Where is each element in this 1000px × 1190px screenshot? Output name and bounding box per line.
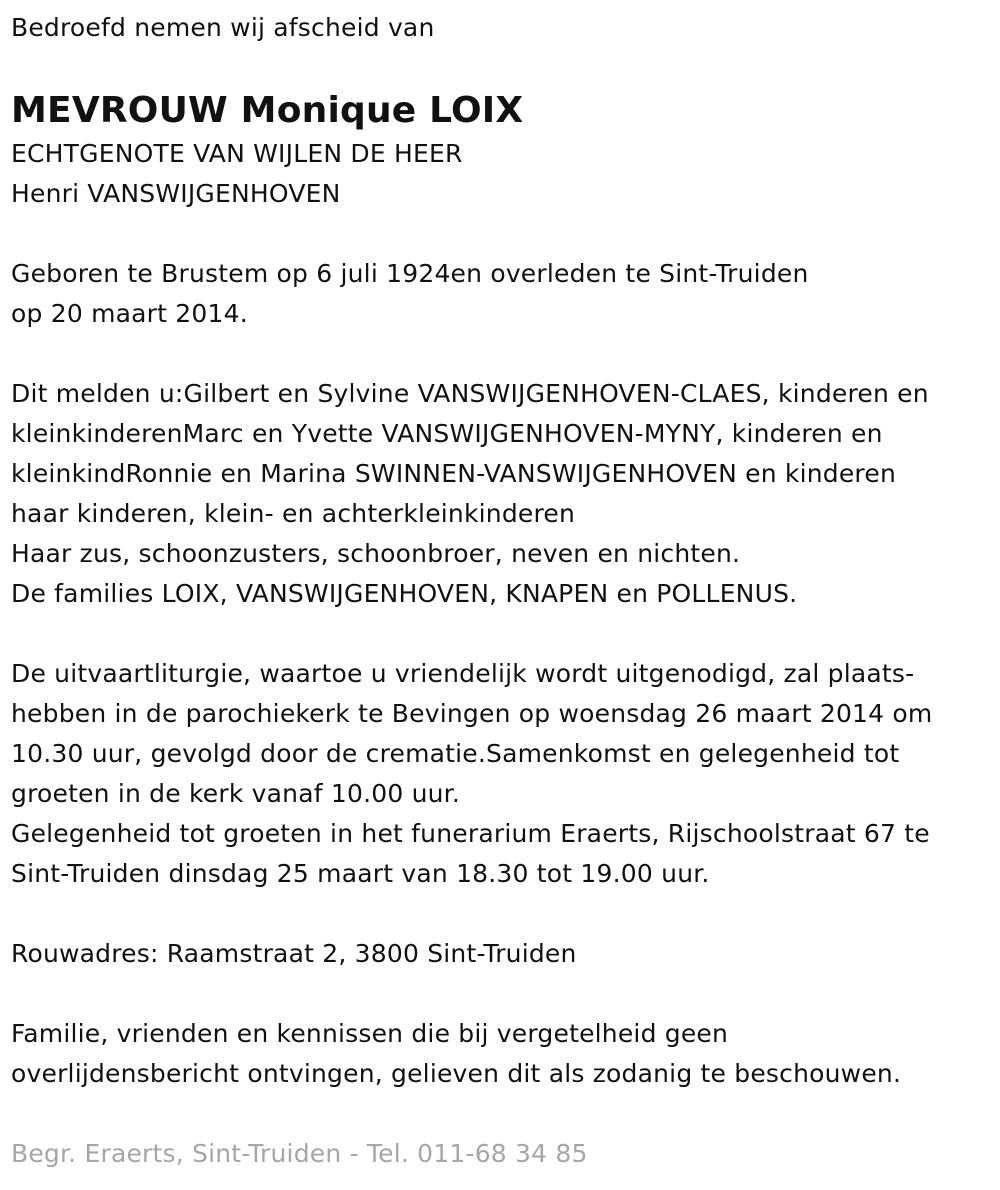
family-line-3: kleinkindRonnie en Marina SWINNEN-VANSWIJGENHOVEN en kinderen	[11, 459, 896, 488]
obituary-notice	[11, 8, 991, 1174]
funeral-line-4: groeten in de kerk vanaf 10.00 uur.	[11, 779, 461, 808]
spacer	[11, 48, 991, 88]
spacer	[11, 1094, 991, 1134]
family-line-4: haar kinderen, klein- en achterkleinkinderen	[11, 499, 576, 528]
deceased-name: MEVROUW Monique LOIX	[11, 90, 524, 131]
spacer	[11, 214, 991, 254]
spacer	[11, 894, 991, 934]
spacer	[11, 614, 991, 654]
notice-line-2: overlijdensbericht ontvingen, gelieven dit als zodanig te beschouwen.	[11, 1059, 902, 1088]
spouse-line-1: ECHTGENOTE VAN WIJLEN DE HEER	[11, 139, 463, 168]
spacer	[11, 974, 991, 1014]
funeral-line-3: 10.30 uur, gevolgd door de crematie.Samenkomst en gelegenheid tot	[11, 739, 900, 768]
mourning-address: Rouwadres: Raamstraat 2, 3800 Sint-Truiden	[11, 939, 577, 968]
family-line-6: De families LOIX, VANSWIJGENHOVEN, KNAPEN en POLLENUS.	[11, 579, 798, 608]
spouse-line-2: Henri VANSWIJGENHOVEN	[11, 179, 341, 208]
family-line-5: Haar zus, schoonzusters, schoonbroer, neven en nichten.	[11, 539, 741, 568]
funeral-line-1: De uitvaartliturgie, waartoe u vriendelijk wordt uitgenodigd, zal plaats-	[11, 659, 915, 688]
spacer	[11, 334, 991, 374]
funeral-line-6: Sint-Truiden dinsdag 25 maart van 18.30 tot 19.00 uur.	[11, 859, 710, 888]
funeral-line-2: hebben in de parochiekerk te Bevingen op woensdag 26 maart 2014 om	[11, 699, 933, 728]
birth-death-line-2: op 20 maart 2014.	[11, 299, 248, 328]
funeral-line-5: Gelegenheid tot groeten in het funerarium Eraerts, Rijschoolstraat 67 te	[11, 819, 930, 848]
family-line-2: kleinkinderenMarc en Yvette VANSWIJGENHOVEN-MYNY, kinderen en	[11, 419, 883, 448]
family-line-1: Dit melden u:Gilbert en Sylvine VANSWIJGENHOVEN-CLAES, kinderen en	[11, 379, 929, 408]
birth-death-line-1: Geboren te Brustem op 6 juli 1924en overleden te Sint-Truiden	[11, 259, 809, 288]
intro-text: Bedroefd nemen wij afscheid van	[11, 13, 435, 42]
undertaker-footer: Begr. Eraerts, Sint-Truiden - Tel. 011-68 34 85	[11, 1139, 588, 1168]
notice-line-1: Familie, vrienden en kennissen die bij vergetelheid geen	[11, 1019, 729, 1048]
